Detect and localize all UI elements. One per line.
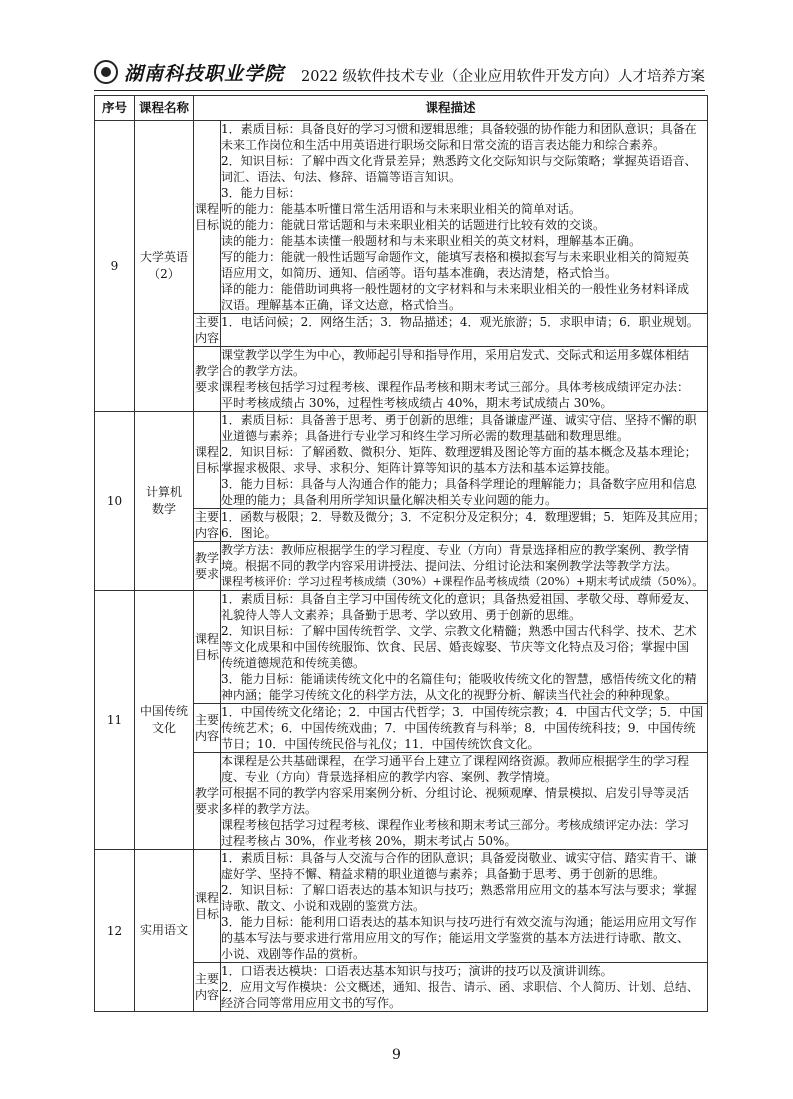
section-text-line: 1．素质目标：具备自主学习中国传统文化的意识；具备热爱祖国、孝敬父母、尊师爱友、 (221, 592, 697, 606)
section-text-line: 本课程是公共基础课程，在学习通平台上建立了课程网络资源。教师应根据学生的学习程 (221, 754, 690, 768)
section-text-line: 1．素质目标：具备良好的学习习惯和逻辑思维；具备较强的协作能力和团队意识；具备在 (221, 122, 697, 136)
section-text-line: 写的能力：能就一般性话题写命题作文，能填写表格和模拟套写与未来职业相关的简短英 (221, 250, 690, 264)
table-header-row (95, 96, 708, 121)
section-label-line: 教学 (194, 551, 219, 565)
section-label (194, 314, 221, 347)
section-label-line: 课程 (194, 202, 219, 216)
section-text-line: 传统道德规范和传统美德。 (221, 656, 366, 670)
section-label-line: 主要 (194, 510, 219, 524)
course-number: 9 (95, 121, 135, 412)
section-text-line: 境。根据不同的教学内容采用讲授法、提问法、分组讨论法和案例教学法等教学方法。 (221, 559, 678, 573)
section-label-line: 内容 (194, 526, 219, 540)
section-label (194, 121, 221, 314)
section-content (221, 850, 708, 963)
section-label (194, 412, 221, 509)
section-label (194, 753, 221, 850)
course-name-line: 中国传统 (139, 704, 188, 718)
table-row (95, 412, 708, 509)
section-content (221, 704, 708, 753)
course-name-line: 大学英语 (139, 250, 188, 264)
course-name (135, 591, 194, 850)
section-text-line: 课堂教学以学生为中心，教师起引导和指导作用，采用启发式、交际式和运用多媒体相结 (221, 348, 690, 362)
course-name-line: （2） (148, 267, 180, 281)
table-row (95, 121, 708, 314)
course-name-line: 数学 (151, 502, 176, 516)
course-name-line: 文化 (151, 721, 176, 735)
section-text-line: 2．知识目标：了解中国传统哲学、文学、宗教文化精髓；熟悉中国古代科学、技术、艺术 (221, 624, 697, 638)
section-label-line: 教学 (194, 786, 219, 800)
section-text-line: 2．应用文写作模块：公文概述，通知、报告、请示、函、求职信、个人简历、计划、总结、 (221, 980, 699, 994)
document-title: 2022 级软件技术专业（企业应用软件开发方向）人才培养方案 (300, 69, 705, 85)
section-text-line: 译的能力：能借助词典将一般性题材的文字材料和与未来职业相关的一般性业务材料译成 (221, 282, 690, 296)
section-text-line: 2．知识目标：了解中西文化背景差异；熟悉跨文化交际知识与交际策略；掌握英语语音、 (221, 154, 697, 168)
column-header-course-description: 课程描述 (194, 96, 708, 121)
column-header-number: 序号 (95, 96, 135, 121)
section-content (221, 412, 708, 509)
section-label (194, 509, 221, 542)
section-text-line: 节日；10．中国传统民俗与礼仪；11．中国传统饮食文化。 (221, 737, 540, 751)
section-label (194, 591, 221, 704)
section-text-line: 3．能力目标： (221, 186, 301, 200)
section-text-line: 等文化成果和中国传统服饰、饮食、民居、婚丧嫁娶、节庆等文化特点及习俗；掌握中国 (221, 640, 690, 654)
section-text-line: 听的能力：能基本听懂日常生活用语和与未来职业相关的简单对话。 (221, 202, 582, 216)
section-text-line: 1．电话问候；2．网络生活；3．物品描述；4．观光旅游；5．求职申请；6．职业规划。 (221, 315, 699, 329)
course-name (135, 850, 194, 1012)
section-label (194, 704, 221, 753)
table-row (95, 591, 708, 704)
table-row (95, 850, 708, 963)
section-label (194, 347, 221, 412)
section-text-line: 的基本写法与要求进行常用应用文的写作；能运用文学鉴赏的基本方法进行诗歌、散文、 (221, 931, 690, 945)
section-text-line: 过程考核占 30%，作业考核 20%，期末考试占 50%。 (221, 834, 517, 848)
section-text-line: 经济合同等常用应用文书的写作。 (221, 996, 402, 1010)
section-content (221, 347, 708, 412)
section-text-line: 传统艺术；6．中国传统戏曲；7．中国传统教育与科举；8．中国传统科技；9．中国传统 (221, 721, 696, 735)
section-label-line: 内容 (194, 988, 219, 1002)
section-label-line: 内容 (194, 729, 219, 743)
section-text-line: 3．能力目标：能利用口语表达的基本知识与技巧进行有效交流与沟通；能运用应用文写作 (221, 915, 697, 929)
section-text-line: 礼貌待人等人文素养；具备勤于思考、学以致用、勇于创新的思维。 (221, 608, 582, 622)
course-name (135, 412, 194, 591)
course-name-line: 实用语文 (139, 923, 188, 937)
section-text-line: 课程考核包括学习过程考核、课程作业考核和期末考试三部分。考核成绩评定办法：学习 (221, 818, 690, 832)
section-text-line: 未来工作岗位和生活中用英语进行职场交际和日常交流的语言表达能力和综合素养。 (221, 138, 666, 152)
section-label-line: 要求 (194, 802, 219, 816)
section-text-line: 度、专业（方向）背景选择相应的教学内容、案例、教学情境。 (221, 770, 558, 784)
section-text-line: 语应用文，如简历、通知、信函等。语句基本准确，表达清楚，格式恰当。 (221, 266, 618, 280)
section-text-line: 掌握求极限、求导、求积分、矩阵计算等知识的基本方法和基本运算技能。 (221, 461, 618, 475)
section-text-line: 6．图论。 (221, 526, 277, 540)
section-text-line: 小说、戏剧等作品的赏析。 (221, 947, 366, 961)
section-content (221, 542, 708, 591)
section-label-line: 目标 (194, 218, 219, 232)
section-text-line: 汉语。理解基本正确，译文达意，格式恰当。 (221, 298, 462, 312)
section-content (221, 753, 708, 850)
section-text-line: 1．口语表达模块：口语表达基本知识与技巧；演讲的技巧以及演讲训练。 (221, 964, 613, 978)
section-content (221, 963, 708, 1012)
section-label-line: 课程 (194, 445, 219, 459)
page-header (94, 56, 705, 91)
section-label-line: 主要 (194, 315, 219, 329)
section-text-line: 教学方法：教师应根据学生的学习程度、专业（方向）背景选择相应的教学案例、教学情 (221, 543, 690, 557)
section-text-line: 1．中国传统文化绪论；2．中国古代哲学；3．中国传统宗教；4．中国古代文学；5．中国 (221, 705, 704, 719)
section-label-line: 主要 (194, 713, 219, 727)
section-text-line: 词汇、语法、句法、修辞、语篇等语言知识。 (221, 170, 462, 184)
section-content (221, 121, 708, 314)
course-number: 11 (95, 591, 135, 850)
course-name-line: 计算机 (145, 485, 182, 499)
section-label-line: 目标 (194, 907, 219, 921)
section-text-line: 3．能力目标：具备与人沟通合作的能力；具备科学理论的理解能力；具备数字应用和信息 (221, 477, 697, 491)
section-text-line: 多样的教学方法。 (221, 802, 318, 816)
section-text-line: 处理的能力；具备利用所学知识量化解决相关专业问题的能力。 (221, 493, 558, 507)
course-number: 10 (95, 412, 135, 591)
school-logo (94, 58, 294, 88)
course-number: 12 (95, 850, 135, 1012)
section-text-line: 1．素质目标：具备善于思考、勇于创新的思维；具备谦虚严谨、诚实守信、坚持不懈的职 (221, 413, 697, 427)
section-content (221, 314, 708, 347)
section-label-line: 课程 (194, 632, 219, 646)
section-text-line: 神内涵；能学习传统文化的科学方法，从文化的视野分析、解读当代社会的种种现象。 (221, 688, 678, 702)
section-label-line: 目标 (194, 461, 219, 475)
section-text-line: 2．知识目标：了解函数、微积分、矩阵、数理逻辑及图论等方面的基本概念及基本理论； (221, 445, 697, 459)
section-text-line: 1．函数与极限；2．导数及微分；3．不定积分及定积分；4．数理逻辑；5．矩阵及其应用； (221, 510, 705, 524)
section-text-line: 业道德与素养；具备进行专业学习和终生学习所必需的数理基础和数理思维。 (221, 429, 630, 443)
section-label (194, 850, 221, 963)
section-label (194, 542, 221, 591)
section-text-line: 3．能力目标：能诵读传统文化中的名篇佳句；能吸收传统文化的智慧，感悟传统文化的精 (221, 672, 697, 686)
section-label-line: 主要 (194, 972, 219, 986)
section-text-line: 课程考核包括学习过程考核、课程作品考核和期末考试三部分。具体考核成绩评定办法： (221, 380, 690, 394)
section-text-line: 平时考核成绩占 30%，过程性考核成绩占 40%，期末考试成绩占 30%。 (221, 396, 613, 410)
school-emblem-icon (94, 60, 118, 84)
section-content (221, 591, 708, 704)
section-text-line: 说的能力：能就日常话题和与未来职业相关的话题进行比较有效的交谈。 (221, 218, 606, 232)
column-header-course-name: 课程名称 (135, 96, 194, 121)
section-text-line: 读的能力：能基本读懂一般题材和与未来职业相关的英文材料，理解基本正确。 (221, 234, 642, 248)
section-content (221, 509, 708, 542)
section-text-line: 诗歌、散文、小说和戏剧的鉴赏方法。 (221, 899, 426, 913)
school-logo-text: 湖南科技职业学院 (124, 63, 285, 85)
section-text-line: 2．知识目标：了解口语表达的基本知识与技巧；熟悉常用应用文的基本写法与要求；掌握 (221, 883, 697, 897)
section-label-line: 要求 (194, 567, 219, 581)
course-name (135, 121, 194, 412)
section-text-line: 合的教学方法。 (221, 364, 306, 378)
section-text-line: 可根据不同的教学内容采用案例分析、分组讨论、视频观摩、情景模拟、启发引导等灵活 (221, 786, 690, 800)
section-label-line: 目标 (194, 648, 219, 662)
section-label (194, 963, 221, 1012)
table-body (95, 121, 708, 1012)
section-label-line: 课程 (194, 891, 219, 905)
page-number: 9 (392, 1047, 401, 1063)
course-table (94, 95, 708, 1012)
section-text-line: 虚好学、坚持不懈、精益求精的职业道德与素养；具备勤于思考、勇于创新的思维。 (221, 867, 666, 881)
section-text-line: 1．素质目标：具备与人交流与合作的团队意识；具备爱岗敬业、诚实守信、踏实肯干、谦 (221, 851, 697, 865)
section-text-line: 课程考核评价：学习过程考核成绩（30%）+课程作品考核成绩（20%）+期末考试成绩（50%）。 (221, 575, 704, 588)
section-label-line: 要求 (194, 380, 219, 394)
section-label-line: 内容 (194, 331, 219, 345)
section-label-line: 教学 (194, 364, 219, 378)
